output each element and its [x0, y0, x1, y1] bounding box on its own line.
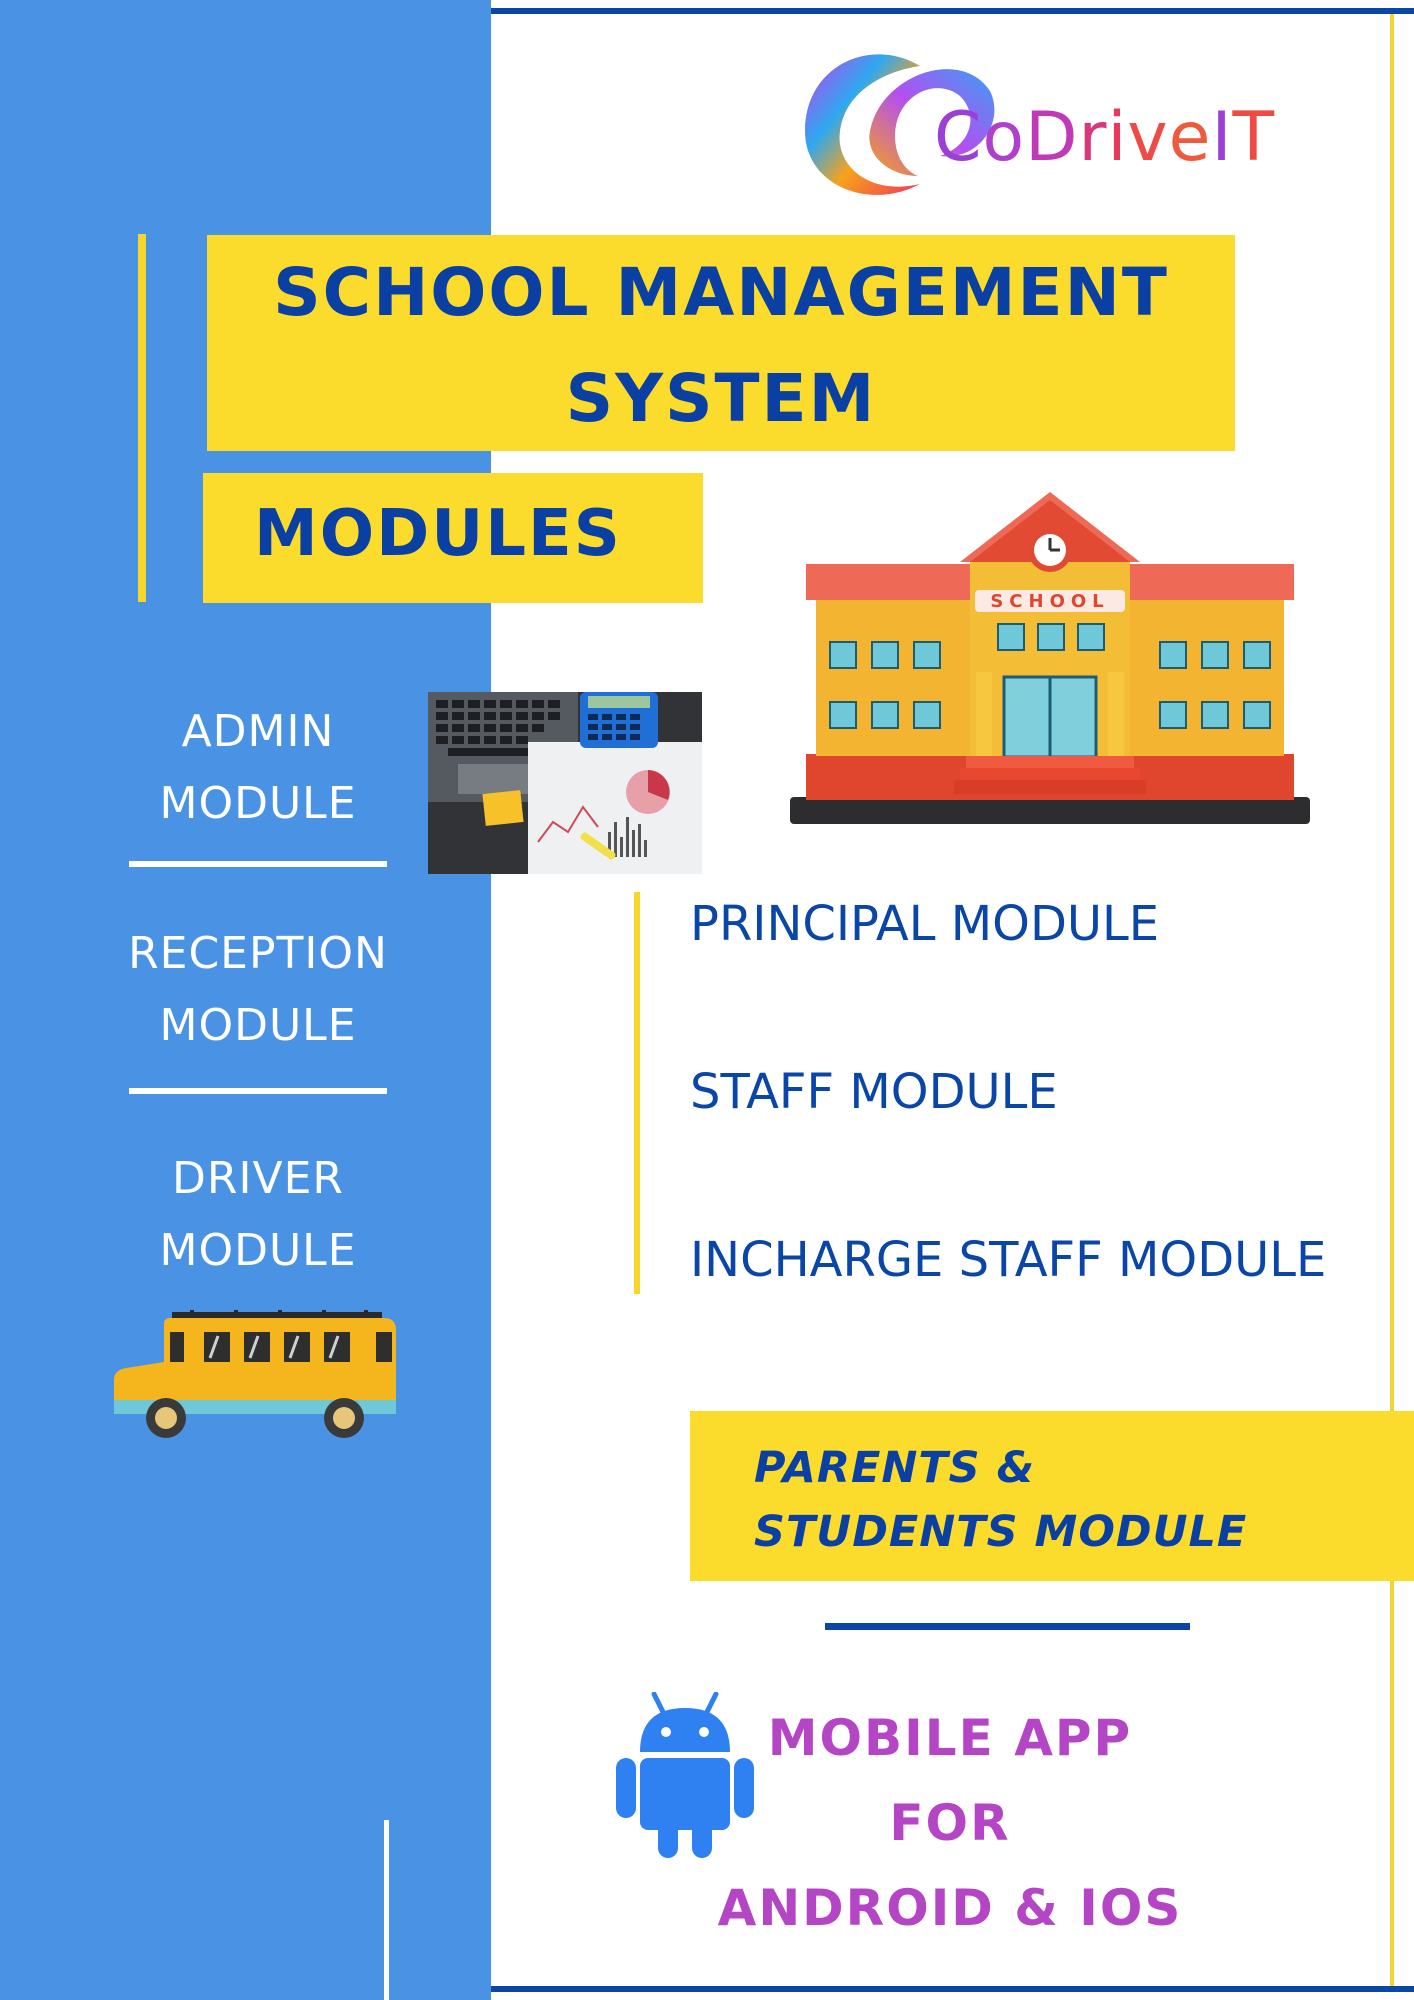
reception-module-label	[98, 918, 418, 1062]
admin-module-line-1: ADMIN	[181, 706, 335, 757]
page-title	[207, 240, 1235, 452]
logo-wordmark: CoDriveIT	[934, 98, 1276, 177]
parents-line-1: PARENTS &	[754, 1443, 1036, 1493]
mobile-line-3: ANDROID & IOS	[717, 1879, 1183, 1937]
sticky-note-icon	[482, 790, 523, 826]
school-bus-icon	[114, 1310, 400, 1442]
parents-students-module-label	[754, 1436, 1247, 1564]
principal-module-label: PRINCIPAL MODULE	[690, 896, 1160, 952]
incharge-staff-module-label: INCHARGE STAFF MODULE	[690, 1232, 1327, 1288]
admin-module-line-2: MODULE	[159, 778, 357, 829]
school-building-illustration	[790, 492, 1310, 824]
driver-module-line-2: MODULE	[159, 1225, 357, 1276]
section-divider	[825, 1623, 1190, 1630]
calculator-icon	[580, 692, 658, 748]
reception-divider	[129, 1088, 387, 1094]
office-desk-photo	[428, 692, 702, 874]
driver-module-line-1: DRIVER	[172, 1153, 344, 1204]
module-list-accent	[634, 892, 640, 1294]
top-border-line	[491, 8, 1414, 14]
modules-heading: MODULES	[254, 497, 622, 571]
admin-divider	[129, 861, 387, 867]
title-accent-bar	[138, 234, 146, 602]
driver-module-label	[98, 1143, 418, 1287]
staff-module-label: STAFF MODULE	[690, 1064, 1058, 1120]
bottom-border-line	[491, 1986, 1414, 1992]
title-line-1: SCHOOL MANAGEMENT	[273, 254, 1169, 331]
right-border-line	[1390, 14, 1394, 1986]
mobile-app-callout	[690, 1696, 1210, 1951]
parents-line-2: STUDENTS MODULE	[754, 1507, 1248, 1557]
mobile-line-2: FOR	[889, 1794, 1011, 1852]
decorative-white-line	[384, 1820, 389, 2000]
school-sign-text: SCHOOL	[990, 591, 1110, 612]
title-line-2: SYSTEM	[565, 360, 877, 437]
admin-module-label	[98, 696, 418, 840]
reception-module-line-1: RECEPTION	[128, 928, 388, 979]
mobile-line-1: MOBILE APP	[767, 1709, 1133, 1767]
reception-module-line-2: MODULE	[159, 1000, 357, 1051]
